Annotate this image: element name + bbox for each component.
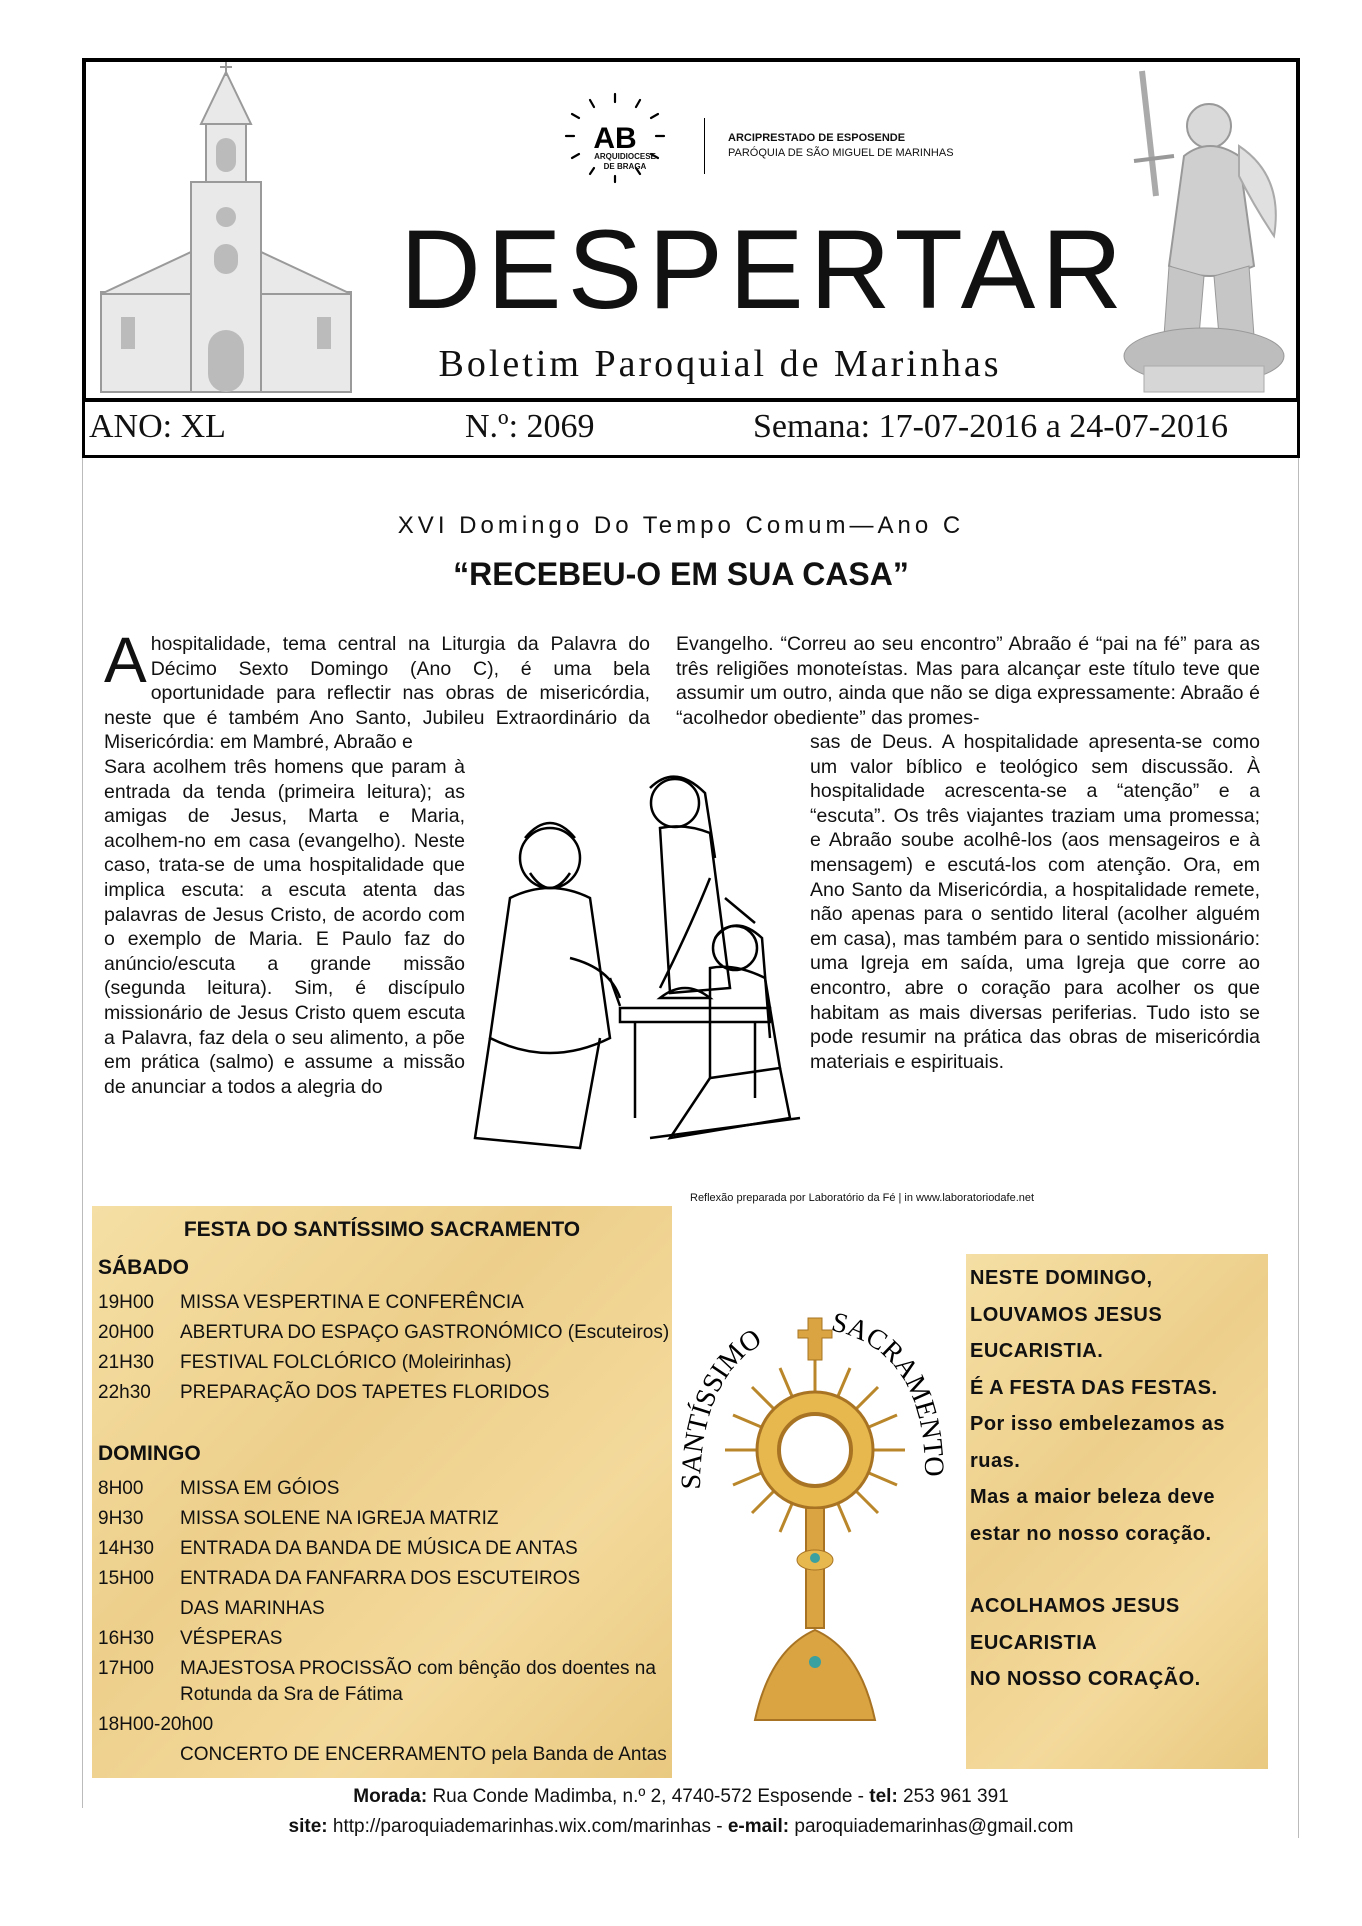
- sunday-message-line: EUCARISTIA: [970, 1631, 1098, 1654]
- logo-caption-line1: ARQUIDIOCESE: [594, 152, 656, 161]
- page-frame-right: [1298, 458, 1299, 1838]
- parish-name: PARÓQUIA DE SÃO MIGUEL DE MARINHAS: [728, 147, 954, 159]
- festa-title: FESTA DO SANTÍSSIMO SACRAMENTO: [183, 1218, 581, 1241]
- schedule-time: 8H00: [98, 1478, 144, 1499]
- sunday-message-spacer: [970, 1552, 1266, 1588]
- schedule-event-note: (Moleirinhas): [396, 1352, 512, 1373]
- email-link[interactable]: paroquiademarinhas@gmail.com: [789, 1816, 1074, 1837]
- sunday-message-line: NO NOSSO CORAÇÃO.: [970, 1668, 1201, 1690]
- sunday-message-line: LOUVAMOS JESUS: [970, 1303, 1163, 1326]
- issue-number: N.º: 2069: [465, 408, 595, 445]
- email-label: e-mail:: [727, 1816, 790, 1837]
- article-col2-intro-text: Evangelho. “Correu ao seu encontro” Abraão é “pai na fé” para as três religiões monoteístas. Mas para alcançar este título teve que assumir um outro, ainda que não se diga expressamente: Abraão é “acolhedor obediente” das promes-: [676, 633, 1260, 729]
- schedule-time: 17H00: [98, 1658, 154, 1679]
- schedule-time: 16H30: [98, 1628, 154, 1649]
- issue-week: Semana: 17-07-2016 a 24-07-2016: [753, 408, 1228, 445]
- address-value: Rua Conde Madimba, n.º 2, 4740-572 Esposende -: [427, 1786, 870, 1807]
- newsletter-subtitle: Boletim Paroquial de Marinhas: [438, 343, 1002, 385]
- page-frame-left: [82, 458, 83, 1808]
- schedule-event: ENTRADA DA BANDA DE MÚSICA DE ANTAS: [180, 1538, 578, 1559]
- footer-web-line: [0, 1816, 1362, 1838]
- sunday-message-line: EUCARISTIA.: [970, 1340, 1104, 1362]
- issue-year: ANO: XL: [89, 408, 226, 445]
- sunday-message-line: ruas.: [970, 1449, 1021, 1472]
- site-label: site:: [288, 1816, 328, 1837]
- festa-schedule-panel: [92, 1206, 672, 1778]
- sunday-label: DOMINGO: [98, 1442, 201, 1465]
- schedule-time: 14H30: [98, 1538, 154, 1559]
- schedule-time: 22h30: [98, 1382, 151, 1403]
- reflection-credit: Reflexão preparada por Laboratório da Fé | in www.laboratoriodafe.net: [690, 1192, 1035, 1204]
- site-link[interactable]: http://paroquiademarinhas.wix.com/marinhas -: [327, 1816, 728, 1837]
- schedule-event: ENTRADA DA FANFARRA DOS ESCUTEIROS: [180, 1568, 581, 1589]
- sunday-message-line: estar no nosso coração.: [970, 1522, 1212, 1545]
- sunday-message-box: [966, 1254, 1268, 1769]
- address-label: Morada:: [353, 1786, 428, 1807]
- newsletter-title: DESPERTAR: [400, 207, 1129, 332]
- schedule-time: 15H00: [98, 1568, 154, 1589]
- schedule-event: CONCERTO DE ENCERRAMENTO: [180, 1744, 487, 1765]
- article-column-1-wrap: [104, 755, 465, 1099]
- phone-label: tel:: [869, 1786, 898, 1807]
- schedule-event-note: (Escuteiros): [562, 1322, 670, 1343]
- schedule-event: Rotunda da Sra de Fátima: [180, 1684, 403, 1705]
- schedule-event: FESTIVAL FOLCLÓRICO: [180, 1352, 397, 1373]
- phone-value: 253 961 391: [897, 1786, 1009, 1807]
- schedule-event: ABERTURA DO ESPAÇO GASTRONÓMICO: [180, 1322, 563, 1343]
- article-column-2-intro: [676, 632, 1260, 730]
- archdiocese-logo: [550, 92, 680, 192]
- schedule-event: PREPARAÇÃO DOS TAPETES FLORIDOS: [180, 1382, 550, 1403]
- schedule-time: 9H30: [98, 1508, 144, 1529]
- schedule-event: MAJESTOSA PROCISSÃO: [180, 1658, 412, 1679]
- issue-info-bar: [82, 402, 1300, 458]
- schedule-time: 18H00-20h00: [98, 1714, 214, 1735]
- schedule-event: MISSA SOLENE NA IGREJA MATRIZ: [180, 1508, 499, 1529]
- monstrance-arc-left: SANTÍSSIMO: [675, 1322, 768, 1490]
- drop-cap: A: [104, 624, 147, 696]
- svg-text:AB: AB: [593, 122, 637, 155]
- sunday-message-text: [970, 1260, 1266, 1698]
- saint-michael-statue: [1104, 66, 1294, 396]
- saturday-label: SÁBADO: [98, 1256, 190, 1279]
- sunday-message-line: É A FESTA DAS FESTAS.: [970, 1376, 1218, 1399]
- article-col1-wrap-text: Sara acolhem três homens que param à entrada da tenda (primeira leitura); as amigas de Jesus, Marta e Maria, acolhem-no em casa (evangelho). Neste caso, trata-se de uma hospitalidade que implica escuta: a escuta atenta das palavras de Jesus Cristo, de acordo com o exemplo de Maria. E Paulo faz do anúncio/escuta a grande missão (segunda leitura). Sim, é discípulo missionário de Jesus Cristo quem escuta a Palavra, faz dela o seu alimento, a põe em prática (salmo) e assume a missão de anunciar a todos a alegria do: [104, 756, 465, 1098]
- sunday-message-line: NESTE DOMINGO,: [970, 1267, 1153, 1289]
- schedule-time: 19H00: [98, 1292, 154, 1313]
- sunday-message-line: Mas a maior beleza deve: [970, 1486, 1215, 1508]
- church-illustration: [96, 62, 356, 396]
- article-headline: “RECEBEU-O EM SUA CASA”: [453, 556, 909, 592]
- schedule-time: 20H00: [98, 1322, 154, 1343]
- sunday-message-line: Por isso embelezamos as: [970, 1413, 1225, 1435]
- logo-caption-line2: DE BRAGA: [603, 162, 647, 171]
- article-col2-wrap-text: sas de Deus. A hospitalidade apresenta-se como um valor bíblico e teológico sem discussão. À hospitalidade acrescenta-se a “atenção” e a “escuta”. Os três viajantes traziam uma promessa; e Abraão soube acolhê-los (aos mensageiros e à mensagem) e escutá-los com atenção. Ora, em Ano Santo da Misericórdia, a hospitalidade remete, não apenas para o sentido literal (acolher alguém em casa), mas também para o sentido missionário: uma Igreja em saída, uma Igreja que corre ao encontro, abre o coração para acolher os que habitam as mais diversas periferias. Tudo isto se pode resumir na prática das obras de misericórdia materiais e espirituais.: [810, 731, 1260, 1073]
- footer-address-line: [0, 1786, 1362, 1808]
- article-column-2-wrap: [810, 730, 1260, 1074]
- monstrance-illustration: [660, 1290, 960, 1730]
- schedule-event: MISSA EM GÓIOS: [180, 1478, 340, 1499]
- liturgical-section-title: XVI Domingo Do Tempo Comum—Ano C: [397, 512, 965, 539]
- article-column-1-intro: [104, 624, 650, 755]
- article-col1-intro-text: hospitalidade, tema central na Liturgia da Palavra do Décimo Sexto Domingo (Ano C), é uma bela oportunidade para reflectir nas obras de misericórdia, neste que é também Ano Santo, Jubileu Extraordinário da Misericórdia: em Mambré, Abraão e: [104, 633, 650, 754]
- monstrance-arc-right: SACRAMENTO: [828, 1306, 950, 1478]
- schedule-event: MISSA VESPERTINA E CONFERÊNCIA: [180, 1292, 524, 1313]
- archpriesthood-name: ARCIPRESTADO DE ESPOSENDE: [728, 132, 906, 144]
- logo-divider: [704, 118, 705, 174]
- schedule-event-note: pela Banda de Antas: [486, 1744, 667, 1765]
- jesus-martha-mary-illustration: [470, 738, 806, 1160]
- schedule-event: DAS MARINHAS: [180, 1598, 325, 1619]
- schedule-event-note: com bênção dos doentes na: [411, 1658, 656, 1679]
- schedule-time: 21H30: [98, 1352, 154, 1373]
- sunday-message-line: ACOLHAMOS JESUS: [970, 1595, 1180, 1617]
- schedule-event: VÉSPERAS: [180, 1628, 283, 1649]
